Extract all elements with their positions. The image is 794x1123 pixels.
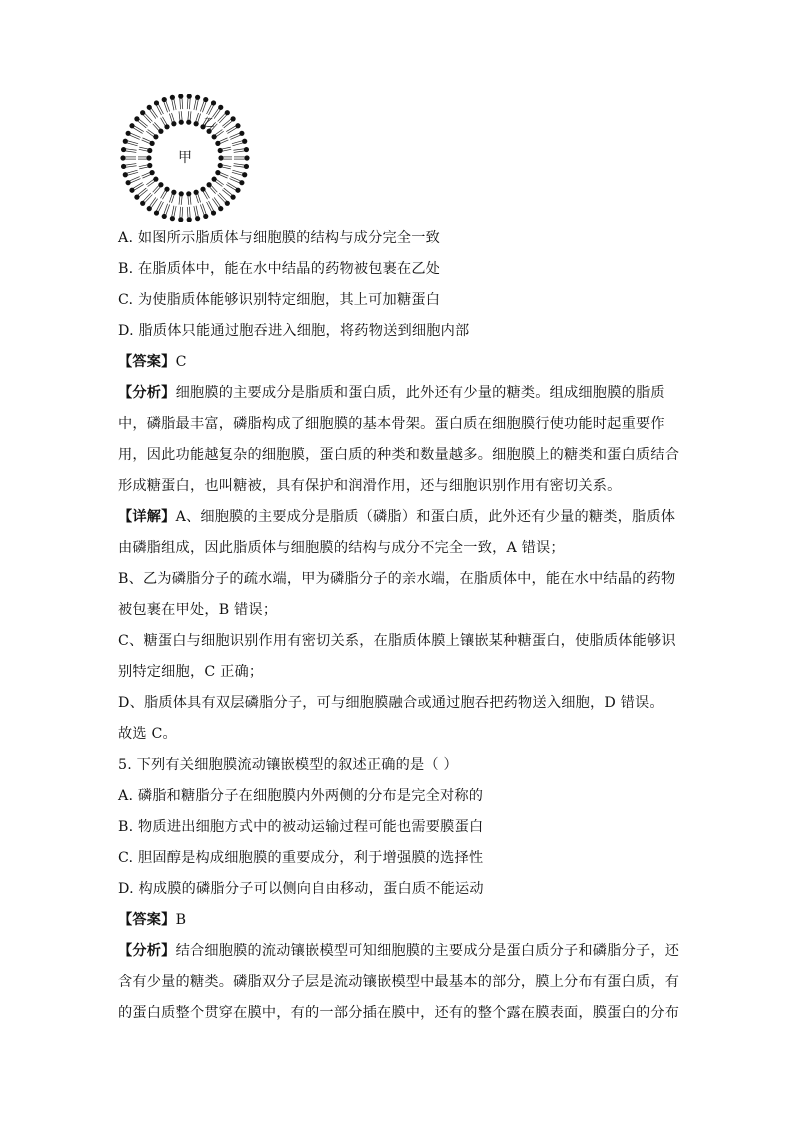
q4-option-d: D. 脂质体只能通过胞吞进入细胞，将药物送到细胞内部 <box>118 323 470 339</box>
q4-analysis-line-3: 用，因此功能越复杂的细胞膜，蛋白质的种类和数量越多。细胞膜上的糖类和蛋白质结合 <box>118 447 680 463</box>
diagram-label-jia: 甲 <box>178 150 192 166</box>
q4-option-b: B. 在脂质体中，能在水中结晶的药物被包裹在乙处 <box>118 261 441 277</box>
q4-detail-line-4: 被包裹在甲处，B 错误； <box>118 602 278 618</box>
q4-detail-line-5: C、糖蛋白与细胞识别作用有密切关系，在脂质体膜上镶嵌某种糖蛋白，使脂质体能够识 <box>118 633 676 649</box>
answer-value: C <box>175 354 187 370</box>
answer-label: 【答案】 <box>118 354 176 370</box>
q4-detail-line-1 <box>118 507 675 527</box>
q5-option-b: B. 物质进出细胞方式中的被动运输过程可能也需要膜蛋白 <box>118 819 484 835</box>
q5-option-d: D. 构成膜的磷脂分子可以侧向自由移动，蛋白质不能运动 <box>118 881 484 897</box>
analysis-label: 【分析】 <box>118 943 176 959</box>
q4-detail-line-6: 别特定细胞，C 正确； <box>118 664 264 680</box>
liposome-diagram <box>118 94 252 222</box>
analysis-text: 细胞膜的主要成分是脂质和蛋白质，此外还有少量的糖类。组成细胞膜的脂质 <box>175 385 665 401</box>
detail-text: A、细胞膜的主要成分是脂质（磷脂）和蛋白质，此外还有少量的糖类，脂质体 <box>175 509 676 525</box>
q5-option-a: A. 磷脂和糖脂分子在细胞膜内外两侧的分布是完全对称的 <box>118 788 484 804</box>
q5-question: 5. 下列有关细胞膜流动镶嵌模型的叙述正确的是（ ） <box>118 757 458 773</box>
q4-detail-line-2: 由磷脂组成，因此脂质体与细胞膜的结构与成分不完全一致，A 错误； <box>118 540 565 556</box>
q4-analysis-line-2: 中，磷脂最丰富，磷脂构成了细胞膜的基本骨架。蛋白质在细胞膜行使功能时起重要作 <box>118 416 665 432</box>
answer-label: 【答案】 <box>118 912 176 928</box>
q5-analysis-line-1 <box>118 941 679 961</box>
detail-label: 【详解】 <box>118 509 176 525</box>
q5-answer <box>118 910 186 930</box>
q4-answer <box>118 352 187 372</box>
analysis-text: 结合细胞膜的流动镶嵌模型可知细胞膜的主要成分是蛋白质分子和磷脂分子，还 <box>175 943 680 959</box>
q4-detail-line-8: 故选 C。 <box>118 726 177 742</box>
diagram-label-yi: 乙 <box>203 116 215 129</box>
answer-value: B <box>175 912 187 928</box>
q4-detail-line-7: D、脂质体具有双层磷脂分子，可与细胞膜融合或通过胞吞把药物送入细胞，D 错误。 <box>118 695 664 711</box>
q5-option-c: C. 胆固醇是构成细胞膜的重要成分，利于增强膜的选择性 <box>118 850 484 866</box>
q5-analysis-line-2: 含有少量的糖类。磷脂双分子层是流动镶嵌模型中最基本的部分，膜上分布有蛋白质，有 <box>118 974 680 990</box>
analysis-label: 【分析】 <box>118 385 176 401</box>
q5-analysis-line-3: 的蛋白质整个贯穿在膜中，有的一部分插在膜中，还有的整个露在膜表面，膜蛋白的分布 <box>118 1005 680 1021</box>
q4-option-c: C. 为使脂质体能够识别特定细胞，其上可加糖蛋白 <box>118 292 441 308</box>
q4-option-a: A. 如图所示脂质体与细胞膜的结构与成分完全一致 <box>118 230 441 246</box>
q4-analysis-line-4: 形成糖蛋白，也叫糖被，具有保护和润滑作用，还与细胞识别作用有密切关系。 <box>118 478 622 494</box>
q4-detail-line-3: B、乙为磷脂分子的疏水端，甲为磷脂分子的亲水端，在脂质体中，能在水中结晶的药物 <box>118 571 676 587</box>
q4-analysis-line-1 <box>118 383 665 403</box>
